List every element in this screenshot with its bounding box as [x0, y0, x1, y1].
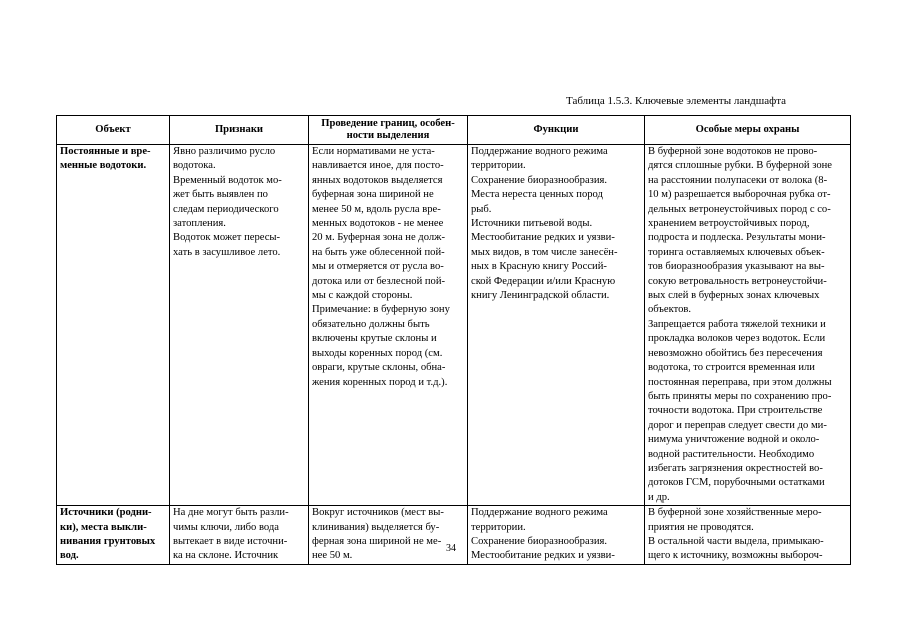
header-object	[57, 116, 170, 145]
cell-line: Вокруг источников (мест вы-	[312, 507, 444, 519]
cell-line: невозможно обойтись без пересечения	[648, 347, 823, 359]
cell-line: выходы коренных пород (см.	[312, 347, 443, 359]
cell-line: точности водотока. При строительстве	[648, 405, 823, 417]
cell-line: вод.	[60, 550, 79, 562]
row-2-protection	[645, 506, 851, 565]
cell-line: территории.	[471, 160, 526, 172]
header-signs	[170, 116, 309, 145]
cell-line: дотоков ГСМ, порубочными остатками	[648, 477, 825, 489]
cell-line: ка на склоне. Источник	[173, 550, 279, 562]
cell-line: тов биоразнообразия указывают на вы-	[648, 261, 825, 273]
cell-line: Запрещается работа тяжелой техники и	[648, 318, 826, 330]
row-2-functions	[468, 506, 645, 565]
cell-line: книгу Ленинградской области.	[471, 290, 610, 302]
cell-line: хать в засушливое лето.	[173, 246, 281, 258]
key-landscape-elements-table	[56, 115, 851, 565]
cell-line: В буферной зоне хозяйственные меро-	[648, 507, 822, 519]
cell-line: Примечание: в буферную зону	[312, 304, 450, 316]
cell-line: дятся сплошные рубки. В буферной зоне	[648, 160, 832, 172]
cell-line: затопления.	[173, 218, 226, 230]
cell-line: Сохранение биоразнообразия.	[471, 535, 608, 547]
cell-line: на быть уже облесенной пой-	[312, 246, 445, 258]
cell-line: водотока, то строится временная или	[648, 362, 815, 374]
header-functions	[468, 116, 645, 145]
cell-line: Постоянные и вре-	[60, 146, 151, 157]
cell-line: В буферной зоне водотоков не прово-	[648, 146, 818, 157]
cell-line: рыб.	[471, 203, 492, 215]
cell-line: жения коренных пород и т.д.).	[312, 376, 448, 388]
cell-line: постоянная переправа, при этом должны	[648, 376, 832, 388]
cell-line: избегать загрязнения окрестностей во-	[648, 462, 823, 474]
table-row	[57, 145, 851, 506]
cell-line: ности выделения	[346, 130, 430, 141]
cell-line: подроста и подлеска. Результаты мони-	[648, 232, 826, 244]
cell-line: менных водотоков - не менее	[312, 218, 444, 230]
cell-line: буферная зона шириной не	[312, 189, 434, 201]
cell-line: ных в Красную книгу Россий-	[471, 261, 607, 273]
cell-line: прокладка волоков через водоток. Если	[648, 333, 826, 345]
cell-line: Проведение границ, особен-	[321, 117, 455, 129]
cell-line: мы с каждой стороны.	[312, 290, 413, 302]
page-number: 34	[446, 543, 456, 554]
cell-line: мы и отмеряется от русла во-	[312, 261, 444, 273]
cell-line: Особые меры охраны	[695, 123, 800, 135]
row-1-functions	[468, 145, 645, 506]
cell-line: Поддержание водного режима	[471, 507, 608, 519]
cell-line: вытекает в виде источни-	[173, 535, 288, 547]
row-2-signs	[170, 506, 309, 565]
cell-line: и др.	[648, 491, 670, 503]
cell-line: ки), места выкли-	[60, 521, 147, 533]
cell-line: объектов.	[648, 304, 692, 316]
cell-line: чимы ключи, либо вода	[173, 521, 280, 533]
cell-line: Источники (родни-	[60, 507, 152, 519]
cell-line: Источники питьевой воды.	[471, 218, 593, 230]
cell-line: быть приняты меры по сохранению про-	[648, 390, 832, 402]
cell-line: Местообитание редких и уязви-	[471, 232, 615, 244]
cell-line: водотока.	[173, 160, 216, 172]
cell-line: следам периодического	[173, 203, 279, 215]
table-caption: Таблица 1.5.3. Ключевые элементы ландшафта	[566, 95, 787, 107]
cell-line: янных водотоков выделяется	[312, 174, 443, 186]
cell-line: вых слей в буферных зонах ключевых	[648, 290, 820, 302]
header-boundaries	[309, 116, 468, 145]
cell-line: менные водотоки.	[60, 160, 147, 172]
cell-line: Временный водоток мо-	[173, 174, 282, 186]
cell-line: ферная зона шириной не ме-	[312, 535, 442, 547]
cell-line: овраги, крутые склоны, обна-	[312, 362, 446, 374]
row-1-boundaries	[309, 145, 468, 506]
cell-line: на расстоянии полупасеки от волока (8-	[648, 174, 828, 186]
cell-line: 20 м. Буферная зона не долж-	[312, 232, 445, 244]
cell-line: жет быть выявлен по	[173, 189, 268, 201]
cell-line: приятия не проводятся.	[648, 521, 754, 533]
cell-line: Явно различимо русло	[173, 146, 276, 157]
cell-line: мых видов, в том числе занесён-	[471, 246, 618, 258]
row-1-signs	[170, 145, 309, 506]
cell-line: дельных ветронеустойчивых пород с со-	[648, 203, 831, 215]
cell-line: дотока или от безлесной пой-	[312, 275, 446, 287]
cell-line: щего к источнику, возможны выбороч-	[648, 550, 823, 562]
table-header-row	[57, 116, 851, 145]
cell-line: На дне могут быть разли-	[173, 507, 289, 519]
cell-line: нивания грунтовых	[60, 535, 156, 547]
cell-line: Сохранение биоразнообразия.	[471, 174, 608, 186]
cell-line: Места нереста ценных пород	[471, 189, 603, 201]
cell-line: водной растительности. Необходимо	[648, 448, 815, 460]
cell-line: Поддержание водного режима	[471, 146, 608, 157]
cell-line: включены крутые склоны и	[312, 333, 437, 345]
cell-line: торинга оставляемых ключевых объек-	[648, 246, 825, 258]
cell-line: Признаки	[214, 123, 264, 135]
cell-line: нимума уничтожение водной и около-	[648, 434, 820, 446]
header-protection	[645, 116, 851, 145]
cell-line: клинивания) выделяется бу-	[312, 521, 440, 533]
cell-line: сокую ветровальность ветронеустойчи-	[648, 275, 827, 287]
cell-line: ской Федерации и/или Красную	[471, 275, 616, 287]
cell-line: территории.	[471, 521, 526, 533]
cell-line: В остальной части выдела, примыкаю-	[648, 535, 824, 547]
row-2-object	[57, 506, 170, 565]
cell-line: навливается иное, для посто-	[312, 160, 444, 172]
cell-line: менее 50 м, вдоль русла вре-	[312, 203, 441, 215]
cell-line: Функции	[533, 123, 579, 135]
cell-line: Местообитание редких и уязви-	[471, 550, 615, 562]
cell-line: Водоток может пересы-	[173, 232, 281, 244]
row-2-boundaries	[309, 506, 468, 565]
table-row	[57, 506, 851, 565]
cell-line: Если нормативами не уста-	[312, 146, 435, 157]
row-1-protection	[645, 145, 851, 506]
cell-line: обязательно должны быть	[312, 318, 430, 330]
cell-line: дорог и переправ следует свести до ми-	[648, 419, 827, 431]
cell-line: 10 м) разрешается выборочная рубка от-	[648, 189, 831, 201]
cell-line: Объект	[95, 123, 131, 135]
row-1-object	[57, 145, 170, 506]
cell-line: хранением ветроустойчивых пород,	[648, 218, 810, 230]
cell-line: нее 50 м.	[312, 550, 353, 562]
